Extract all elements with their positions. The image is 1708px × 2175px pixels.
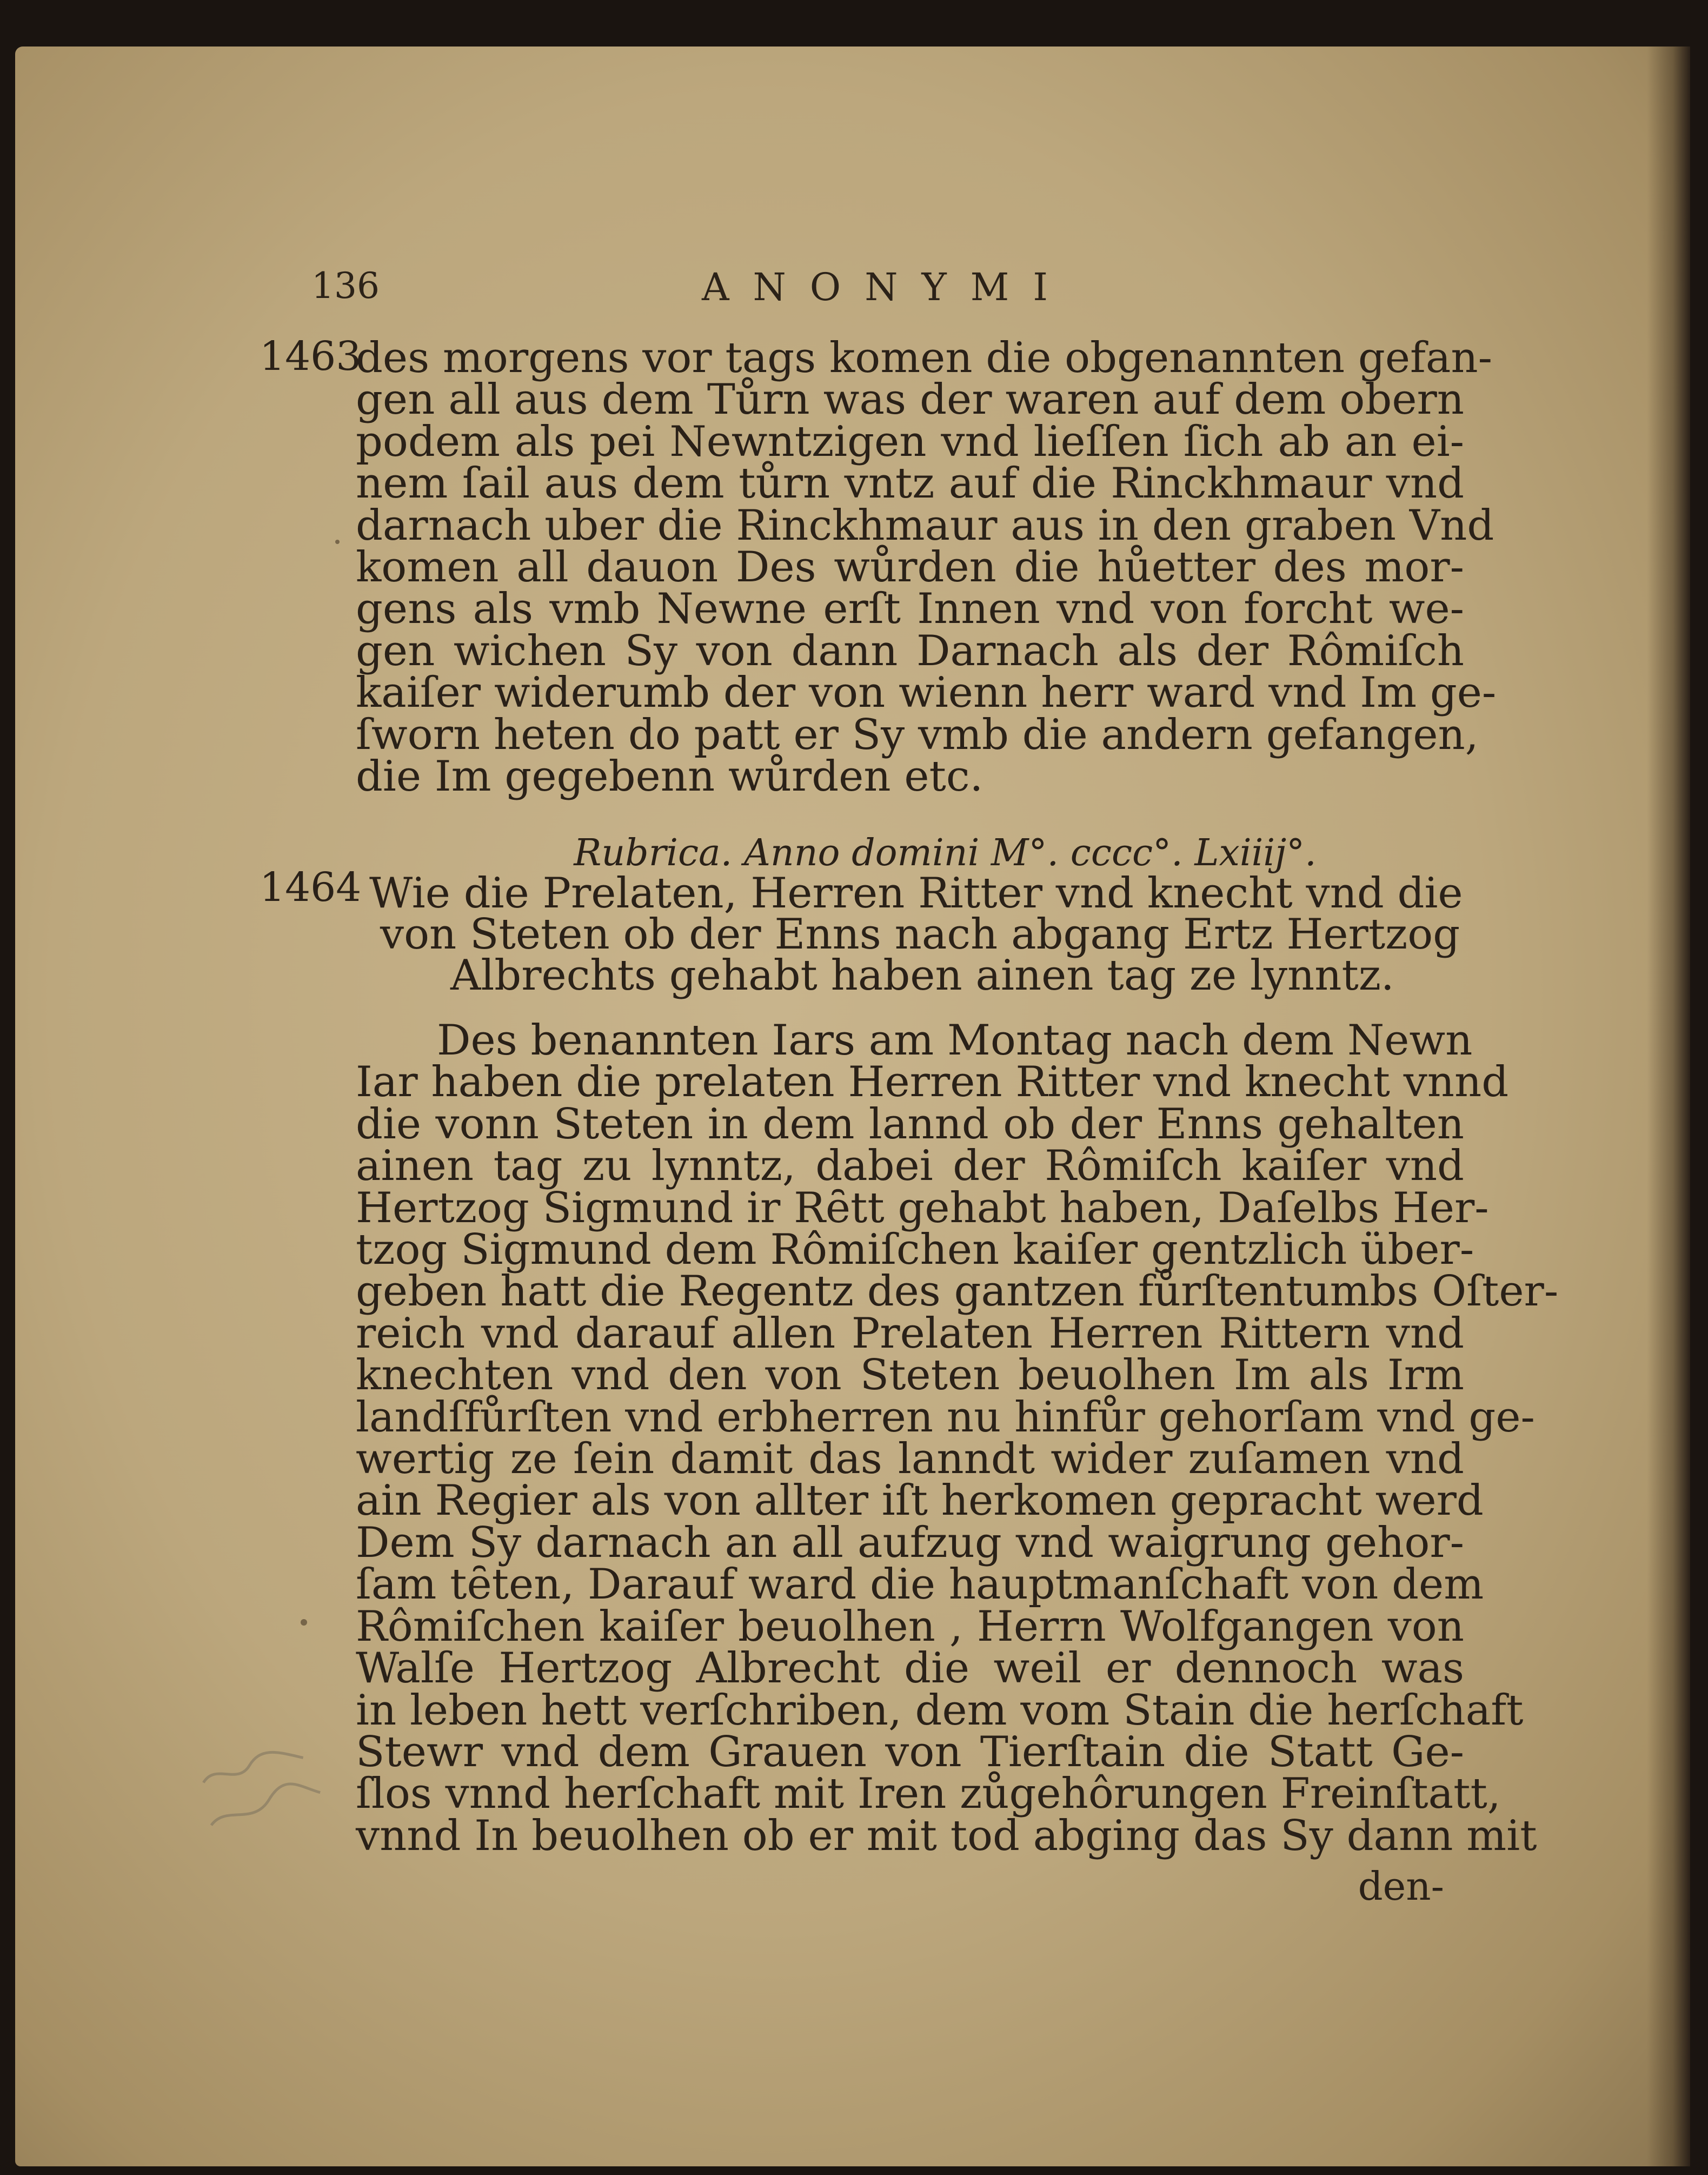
text-line: geben hatt die Regentz des gantzen fůrſtentumbs Oſter- <box>356 1267 1559 1316</box>
running-title: ANONYMI <box>702 265 1072 309</box>
text-line: landſfůrſten vnd erbherren nu hinfůr gehorſam vnd ge- <box>356 1392 1535 1442</box>
chapter-heading <box>369 869 1463 1000</box>
text-line: die Im gegebenn wůrden etc. <box>356 752 983 801</box>
catchword: den- <box>1358 1864 1444 1909</box>
heading-line: Albrechts gehabt haben ainen tag ze lynntz. <box>450 951 1394 1000</box>
text-line: Walſe Hertzog Albrecht die weil er dennoch was <box>356 1644 1464 1693</box>
text-line: wertig ze ſein damit das lanndt wider zuſamen vnd <box>356 1435 1464 1484</box>
page-header <box>15 265 1690 324</box>
text-line: komen all dauon Des wůrden die hůetter des mor- <box>356 543 1464 592</box>
text-line: Dem Sy darnach an all aufzug vnd waigrung gehor- <box>356 1518 1464 1567</box>
pencil-marginalia <box>190 1723 332 1857</box>
text-line: ſlos vnnd herſchaft mit Iren zůgehôrungen Freinſtatt, <box>356 1769 1501 1819</box>
text-line: Iar haben die prelaten Herren Ritter vnd knecht vnnd <box>356 1058 1509 1107</box>
pencil-scribble-icon <box>190 1723 332 1857</box>
text-line: kaiſer widerumb der von wienn herr ward vnd Im ge- <box>356 668 1497 718</box>
text-line: darnach uber die Rinckhmaur aus in den graben Vnd <box>356 501 1494 550</box>
text-line: podem als pei Newntzigen vnd lieſſen ſich ab an ei- <box>356 417 1464 466</box>
text-line: Stewr vnd dem Grauen von Tierſtain die Statt Ge- <box>356 1727 1464 1776</box>
margin-year-1464: 1464 <box>260 864 362 911</box>
text-line: gen wichen Sy von dann Darnach als der Rômiſch <box>356 626 1464 675</box>
rubric-heading: Rubrica. Anno domini M°. cccc°. Lxiiij°. <box>574 832 1317 874</box>
text-line: ſworn heten do patt er Sy vmb die andern gefangen, <box>356 710 1479 759</box>
page-spine-shadow <box>1647 47 1690 2166</box>
text-line: nem ſail aus dem tůrn vntz auf die Rinckhmaur vnd <box>356 459 1464 508</box>
heading-line: Wie die Prelaten, Herren Ritter vnd knecht vnd die <box>369 869 1463 918</box>
paragraph-1463 <box>356 334 1497 801</box>
text-line: ſam tȇten, Darauf ward die hauptmanſchaft von dem <box>356 1560 1484 1609</box>
heading-line: von Steten ob der Enns nach abgang Ertz Hertzog <box>380 910 1460 959</box>
text-line: Hertzog Sigmund ir Rȇtt gehabt haben, Daſelbs Her- <box>356 1183 1489 1232</box>
ink-spot <box>335 540 340 544</box>
ink-spot <box>301 1619 307 1626</box>
text-line: gen all aus dem Tůrn was der waren auf dem obern <box>356 375 1464 425</box>
text-line: die vonn Steten in dem lannd ob der Enns gehalten <box>356 1099 1464 1149</box>
book-page <box>15 47 1690 2166</box>
text-line: ain Regier als von allter iſt herkomen gepracht werd <box>356 1476 1484 1526</box>
text-line: tzog Sigmund dem Rômiſchen kaiſer gentzlich über- <box>356 1225 1474 1275</box>
page-number: 136 <box>311 265 380 307</box>
text-line: in leben hett verſchriben, dem vom Stain die herſchaft <box>356 1686 1524 1735</box>
text-line: des morgens vor tags komen die obgenannten gefan- <box>356 334 1492 382</box>
text-line: Des benannten Iars am Montag nach dem Newn <box>437 1016 1473 1065</box>
text-line: knechten vnd den von Steten beuolhen Im als Irm <box>356 1351 1464 1400</box>
text-line: gens als vmb Newne erſt Innen vnd von forcht we- <box>356 585 1464 634</box>
text-line: reich vnd darauf allen Prelaten Herren Rittern vnd <box>356 1309 1464 1358</box>
text-line: vnnd In beuolhen ob er mit tod abging das Sy dann mit <box>356 1811 1537 1860</box>
text-line: Rômiſchen kaiſer beuolhen , Herrn Wolfgangen von <box>356 1602 1464 1651</box>
text-line: ainen tag zu lynntz, dabei der Rômiſch kaiſer vnd <box>356 1142 1464 1191</box>
margin-year-1463: 1463 <box>260 333 362 380</box>
paragraph-1464 <box>356 1016 1559 1860</box>
